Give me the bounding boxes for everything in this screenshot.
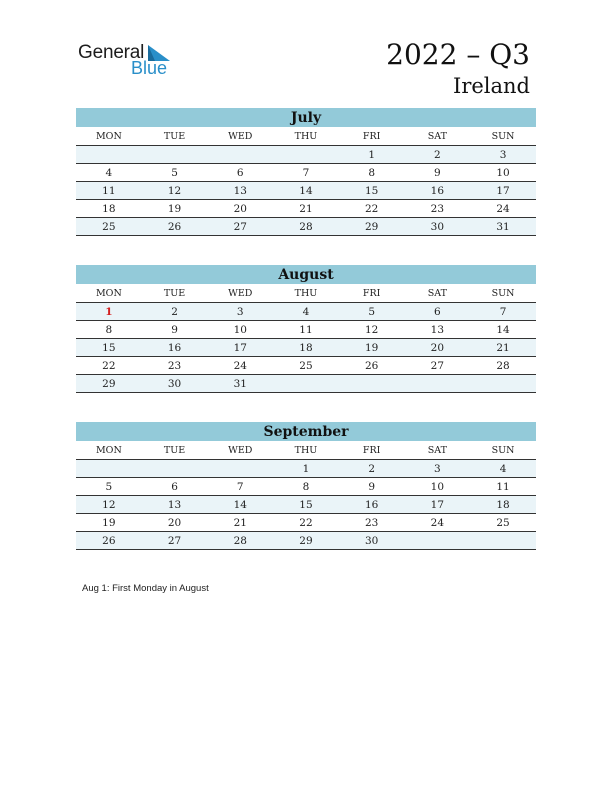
date-cell: 26	[167, 221, 182, 233]
month-july	[76, 108, 536, 236]
date-cell: 28	[299, 221, 313, 233]
date-cell: 6	[236, 167, 244, 179]
date-cell: 6	[171, 481, 178, 493]
date-cell: 12	[364, 324, 379, 336]
date-cell: 28	[233, 535, 247, 547]
date-cell: 29	[102, 378, 116, 390]
date-cell: 18	[496, 499, 510, 511]
month-august	[76, 265, 536, 393]
date-cell	[470, 532, 536, 549]
date-cell: 17	[233, 342, 247, 354]
date-cell: 25	[102, 221, 116, 233]
date-cell: 14	[299, 185, 313, 197]
date-cell: 13	[167, 499, 182, 511]
page-title: 2022 – Q3	[386, 38, 530, 71]
week-row	[76, 200, 536, 218]
date-cell: 22	[102, 360, 116, 372]
weekday-header: SUN	[491, 131, 515, 142]
holiday-date-cell: 1	[105, 306, 113, 318]
date-cell: 14	[233, 499, 247, 511]
date-cell	[76, 146, 142, 163]
date-cell	[405, 375, 471, 392]
country-subtitle: Ireland	[453, 74, 530, 98]
date-cell: 22	[299, 517, 313, 529]
week-row	[76, 478, 536, 496]
date-cell: 21	[233, 517, 247, 529]
week-row	[76, 218, 536, 236]
week-row	[76, 357, 536, 375]
date-cell: 22	[364, 203, 379, 215]
date-cell: 8	[368, 167, 375, 179]
weekday-header: WED	[228, 288, 253, 299]
week-row	[76, 321, 536, 339]
weekday-header: THU	[294, 445, 318, 456]
date-cell: 12	[167, 185, 182, 197]
weekday-header: FRI	[362, 288, 381, 299]
week-row	[76, 375, 536, 393]
date-cell: 6	[434, 306, 441, 318]
weekday-header: SUN	[491, 445, 515, 456]
weekday-header: THU	[294, 131, 318, 142]
date-cell: 15	[299, 499, 313, 511]
logo-text-blue: Blue	[131, 58, 168, 78]
date-cell	[405, 532, 471, 549]
weekday-header-row	[76, 284, 536, 303]
month-september	[76, 422, 536, 550]
date-cell: 24	[430, 517, 445, 529]
date-cell: 5	[171, 167, 178, 179]
date-cell: 17	[430, 499, 445, 511]
date-cell: 13	[233, 185, 247, 197]
date-cell: 4	[105, 167, 113, 179]
date-cell: 24	[233, 360, 247, 372]
date-cell: 27	[167, 535, 182, 547]
weekday-header: MON	[95, 445, 122, 456]
date-cell	[207, 460, 273, 477]
holiday-note: Aug 1: First Monday in August	[82, 583, 209, 594]
date-cell: 3	[434, 463, 441, 475]
date-cell: 18	[102, 203, 116, 215]
date-cell: 16	[167, 342, 182, 354]
date-cell: 23	[167, 360, 182, 372]
date-cell: 1	[368, 149, 375, 161]
week-row	[76, 496, 536, 514]
weekday-header-row	[76, 441, 536, 460]
date-cell: 13	[430, 324, 445, 336]
date-cell: 27	[233, 221, 247, 233]
date-cell: 26	[364, 360, 379, 372]
weekday-header: SAT	[427, 131, 447, 142]
date-cell	[470, 375, 536, 392]
date-cell: 16	[430, 185, 445, 197]
date-cell: 3	[236, 306, 244, 318]
date-cell: 8	[302, 481, 310, 493]
date-cell: 2	[368, 463, 375, 475]
weekday-header: SAT	[427, 288, 447, 299]
date-cell	[339, 375, 405, 392]
date-cell: 15	[102, 342, 116, 354]
date-cell: 29	[364, 221, 379, 233]
month-name: September	[76, 422, 536, 441]
date-cell: 2	[171, 306, 178, 318]
weekday-header: TUE	[163, 288, 186, 299]
date-cell: 23	[430, 203, 445, 215]
date-cell: 12	[102, 499, 116, 511]
date-cell: 4	[302, 306, 310, 318]
date-cell: 19	[102, 517, 116, 529]
week-row	[76, 339, 536, 357]
date-cell: 28	[496, 360, 510, 372]
date-cell: 11	[102, 185, 116, 197]
date-cell: 9	[434, 167, 441, 179]
date-cell: 4	[499, 463, 507, 475]
weekday-header: WED	[228, 131, 253, 142]
month-name: July	[76, 108, 536, 127]
date-cell: 10	[233, 324, 247, 336]
date-cell: 20	[233, 203, 247, 215]
date-cell: 30	[364, 535, 379, 547]
date-cell: 16	[364, 499, 379, 511]
weekday-header-row	[76, 127, 536, 146]
date-cell: 31	[496, 221, 510, 233]
date-cell: 11	[299, 324, 313, 336]
weekday-header: FRI	[362, 445, 381, 456]
date-cell: 29	[299, 535, 313, 547]
date-cell	[273, 146, 339, 163]
date-cell: 21	[299, 203, 313, 215]
date-cell: 5	[368, 306, 375, 318]
week-row	[76, 303, 536, 321]
date-cell: 20	[167, 517, 182, 529]
date-cell: 7	[302, 167, 310, 179]
date-cell: 18	[299, 342, 313, 354]
month-name: August	[76, 265, 536, 284]
date-cell: 1	[302, 463, 310, 475]
weekday-header: TUE	[163, 445, 186, 456]
weekday-header: WED	[228, 445, 253, 456]
weekday-header: MON	[95, 131, 122, 142]
date-cell: 23	[364, 517, 379, 529]
date-cell: 17	[496, 185, 510, 197]
weekday-header: SAT	[427, 445, 447, 456]
week-row	[76, 146, 536, 164]
date-cell: 25	[496, 517, 510, 529]
week-row	[76, 164, 536, 182]
week-row	[76, 460, 536, 478]
date-cell: 7	[236, 481, 244, 493]
date-cell: 7	[499, 306, 507, 318]
date-cell: 30	[430, 221, 445, 233]
date-cell: 9	[171, 324, 178, 336]
logo-text-general: General	[78, 42, 145, 63]
weekday-header: MON	[95, 288, 122, 299]
date-cell	[142, 146, 208, 163]
date-cell	[142, 460, 208, 477]
date-cell	[76, 460, 142, 477]
date-cell: 14	[496, 324, 510, 336]
date-cell: 8	[105, 324, 113, 336]
week-row	[76, 514, 536, 532]
weekday-header: SUN	[491, 288, 515, 299]
date-cell: 30	[167, 378, 182, 390]
date-cell: 19	[364, 342, 379, 354]
date-cell: 2	[434, 149, 441, 161]
date-cell	[273, 375, 339, 392]
date-cell: 19	[167, 203, 182, 215]
date-cell: 27	[430, 360, 445, 372]
date-cell: 15	[364, 185, 379, 197]
week-row	[76, 182, 536, 200]
date-cell: 21	[496, 342, 510, 354]
date-cell: 3	[499, 149, 507, 161]
week-row	[76, 532, 536, 550]
weekday-header: TUE	[163, 131, 186, 142]
date-cell: 31	[233, 378, 247, 390]
date-cell: 24	[496, 203, 510, 215]
date-cell: 11	[496, 481, 510, 493]
weekday-header: THU	[294, 288, 318, 299]
logo	[78, 42, 178, 82]
date-cell: 25	[299, 360, 313, 372]
date-cell: 9	[368, 481, 375, 493]
date-cell: 20	[430, 342, 445, 354]
date-cell	[207, 146, 273, 163]
date-cell: 10	[496, 167, 510, 179]
weekday-header: FRI	[362, 131, 381, 142]
date-cell: 10	[430, 481, 445, 493]
date-cell: 5	[105, 481, 113, 493]
date-cell: 26	[102, 535, 116, 547]
